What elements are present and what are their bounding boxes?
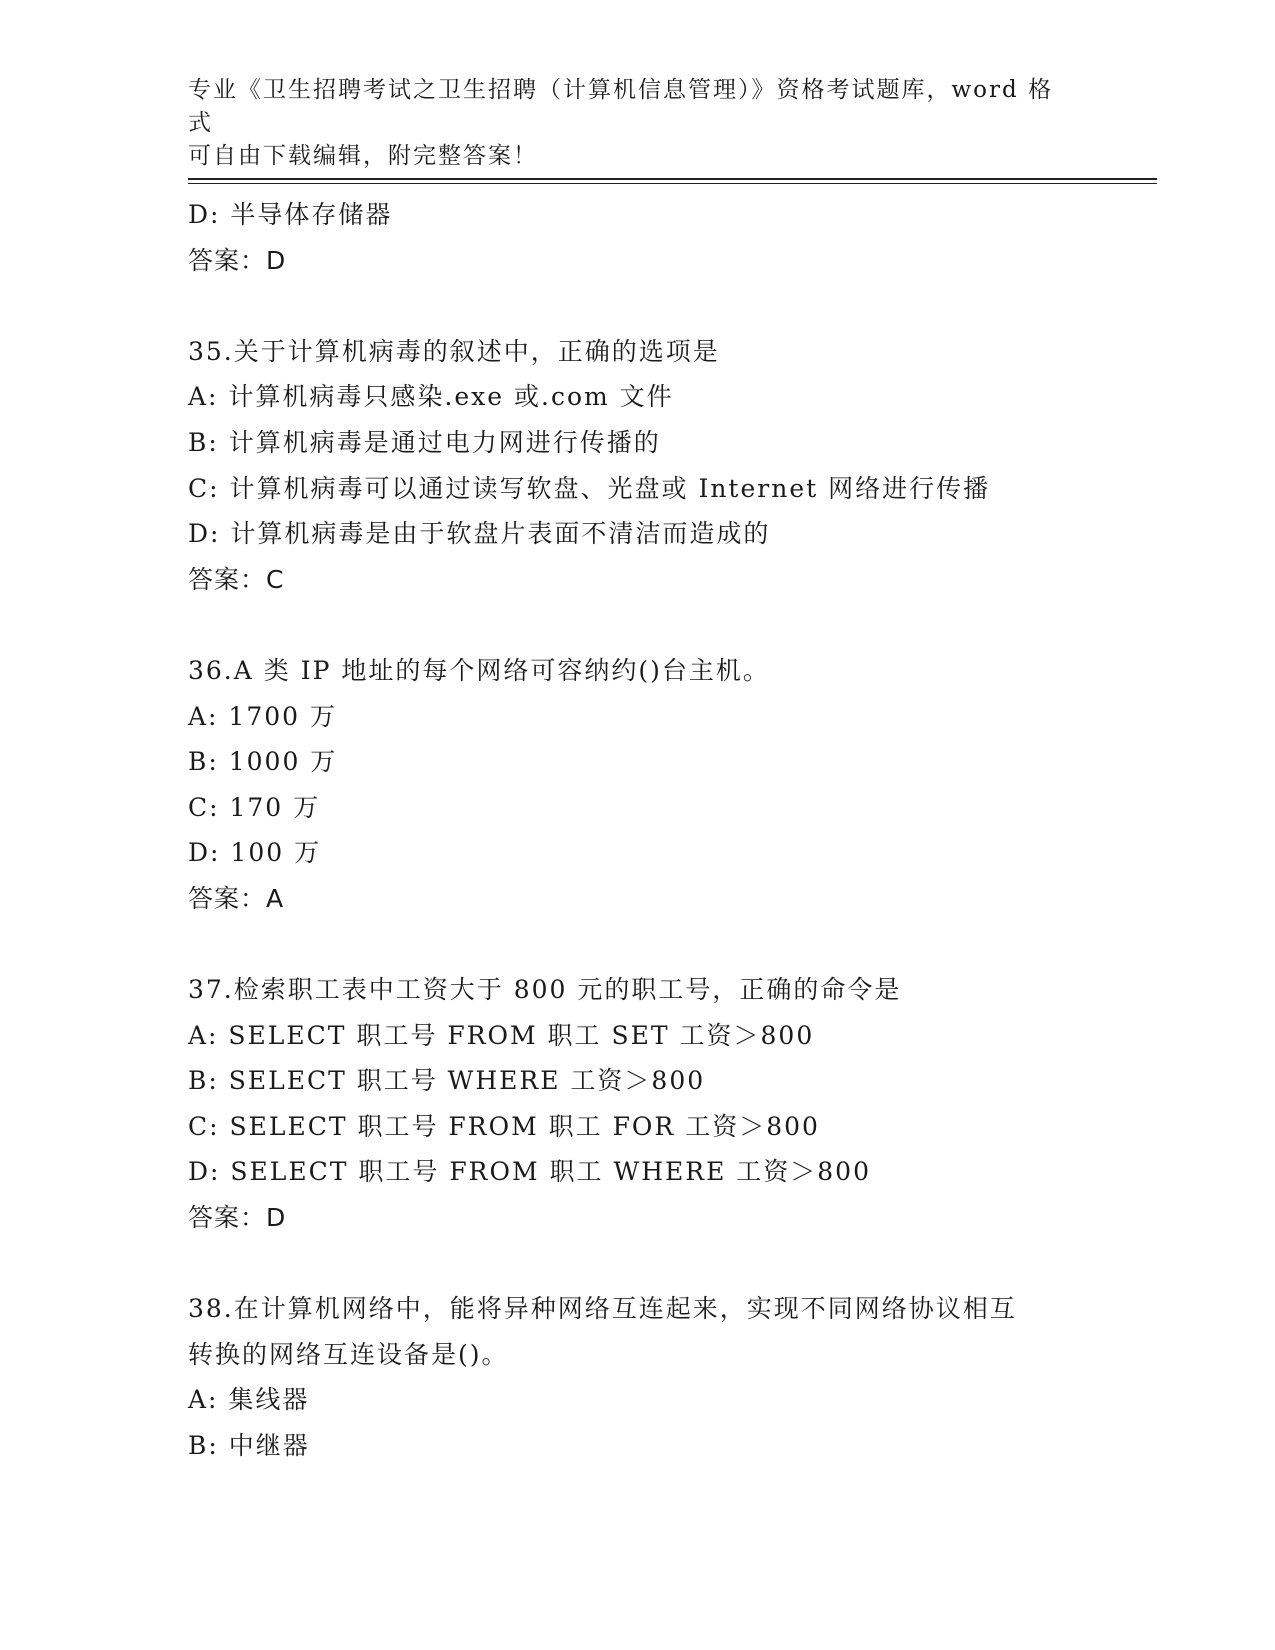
answer-line: 答案：D [188,1203,287,1233]
option-c: C: 计算机病毒可以通过读写软盘、光盘或 Internet 网络进行传播 [188,473,991,503]
question-text-line-2: 转换的网络互连设备是()。 [188,1339,509,1369]
option-b: B: SELECT 职工号 WHERE 工资＞800 [188,1066,706,1096]
document-header [188,74,1068,173]
option-d: D: 100 万 [188,838,322,868]
answer-line: 答案：A [188,883,285,913]
question-36 [188,648,1157,922]
question-list [188,192,1157,1469]
question-text-line-1: 38.在计算机网络中，能将异种网络互连起来，实现不同网络协议相互 [188,1294,1017,1324]
option-a: A: SELECT 职工号 FROM 职工 SET 工资＞800 [188,1020,815,1050]
option-d: D: 半导体存储器 [188,200,393,229]
option-b: B: 中继器 [188,1431,310,1461]
spacer [188,602,1157,648]
question-35 [188,329,1157,603]
option-b: B: 计算机病毒是通过电力网进行传播的 [188,427,661,457]
spacer [188,283,1157,329]
option-d: D: SELECT 职工号 FROM 职工 WHERE 工资＞800 [188,1157,871,1187]
header-line-2: 可自由下载编辑，附完整答案！ [188,143,538,169]
previous-question-tail [188,192,1157,283]
option-b: B: 1000 万 [188,747,338,777]
option-a: A: 集线器 [188,1385,310,1415]
question-text: 36.A 类 IP 地址的每个网络可容纳约()台主机。 [188,655,770,685]
answer-line: 答案：D [188,245,287,275]
question-text: 37.检索职工表中工资大于 800 元的职工号，正确的命令是 [188,975,902,1005]
option-d: D: 计算机病毒是由于软盘片表面不清洁而造成的 [188,519,771,549]
spacer [188,922,1157,968]
spacer [188,1241,1157,1287]
question-text: 35.关于计算机病毒的叙述中，正确的选项是 [188,336,720,366]
header-line-1: 专业《卫生招聘考试之卫生招聘（计算机信息管理）》资格考试题库，word 格式 [188,77,1054,136]
option-c: C: SELECT 职工号 FROM 职工 FOR 工资＞800 [188,1111,820,1141]
answer-line: 答案：C [188,564,285,594]
option-a: A: 1700 万 [188,701,337,731]
option-c: C: 170 万 [188,792,321,822]
header-divider [188,178,1157,184]
question-37 [188,967,1157,1241]
question-38 [188,1286,1157,1468]
option-a: A: 计算机病毒只感染.exe 或.com 文件 [188,382,674,412]
